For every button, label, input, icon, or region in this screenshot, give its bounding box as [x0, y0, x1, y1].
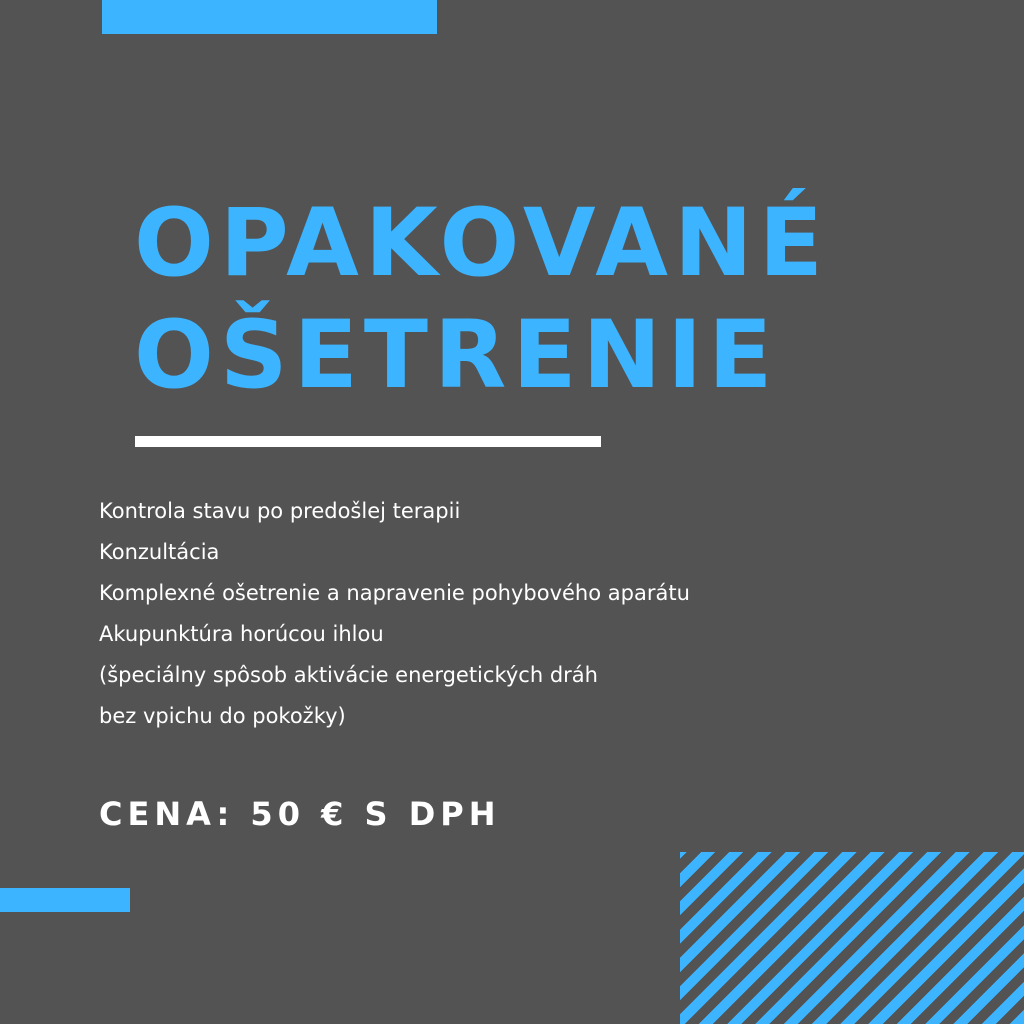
- striped-decoration: [680, 852, 1024, 1024]
- service-item: Konzultácia: [99, 540, 220, 564]
- service-item: Kontrola stavu po predošlej terapii: [99, 499, 461, 523]
- service-item: (špeciálny spôsob aktivácie energetických dráh: [99, 663, 598, 687]
- service-item: bez vpichu do pokožky): [99, 704, 346, 728]
- left-accent-bar: [0, 888, 130, 912]
- service-item: Akupunktúra horúcou ihlou: [99, 622, 384, 646]
- service-item: Komplexné ošetrenie a napravenie pohybového aparátu: [99, 581, 690, 605]
- price-label: CENA: 50 € S DPH: [99, 795, 501, 833]
- title-divider: [135, 436, 601, 447]
- top-accent-bar: [102, 0, 437, 34]
- title-line-2: OŠETRENIE: [134, 301, 779, 410]
- title-line-1: OPAKOVANÉ: [134, 189, 829, 298]
- services-list: [99, 491, 690, 737]
- poster-title: [134, 188, 829, 412]
